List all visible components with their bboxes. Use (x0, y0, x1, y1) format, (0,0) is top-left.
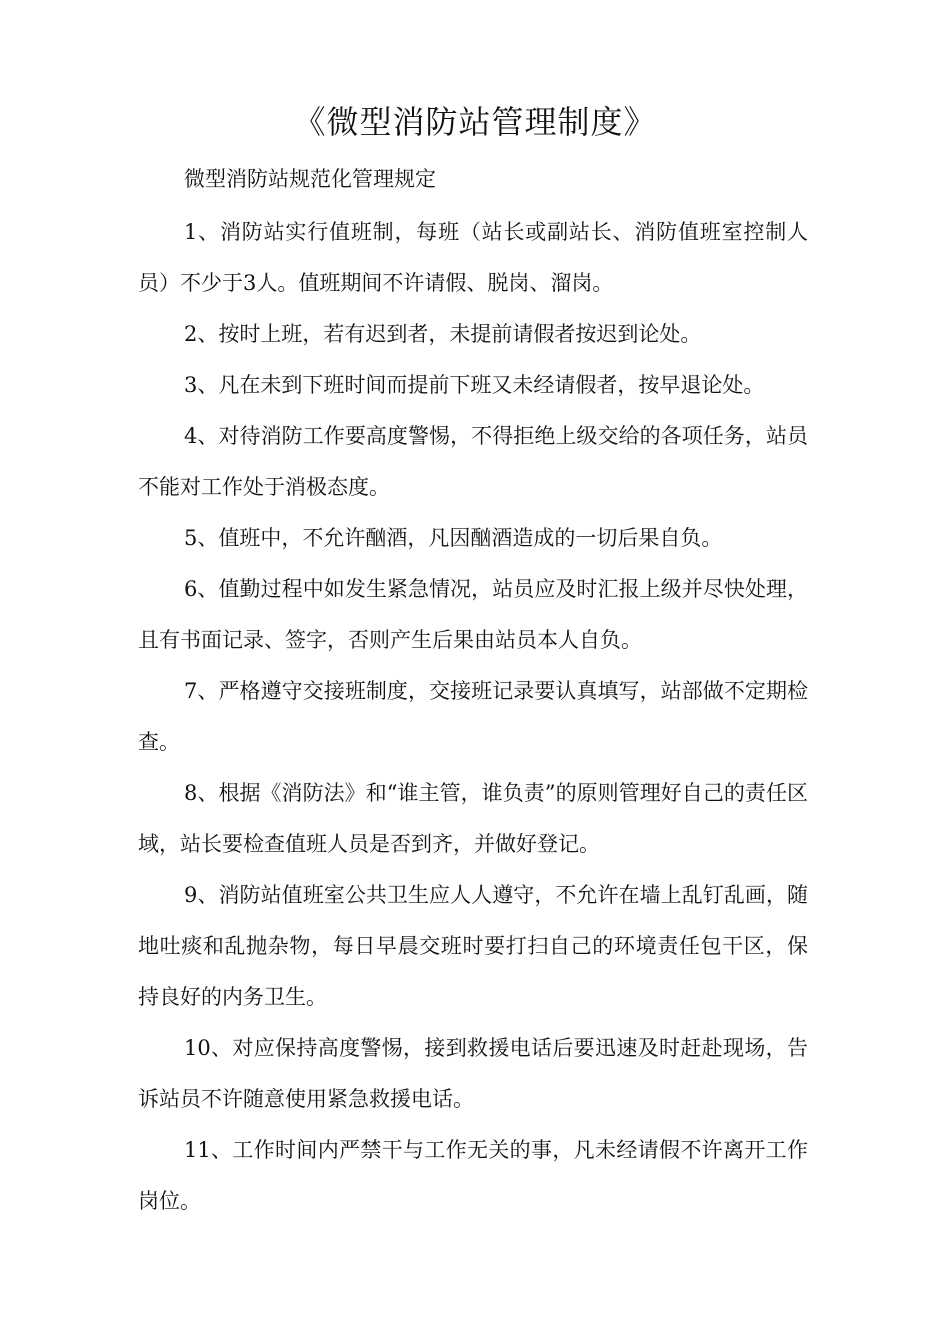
rule-paragraph-5: 5、值班中，不允许酗酒，凡因酗酒造成的一切后果自负。 (184, 526, 723, 550)
rule-paragraph-9: 9、消防站值班室公共卫生应人人遵守，不允许在墙上乱钉乱画，随地吐痰和乱抛杂物，每日早晨交班时要打扫自己的环境责任包干区，保持良好的内务卫生。 (138, 883, 808, 1009)
rule-paragraph-4: 4、对待消防工作要高度警惕，不得拒绝上级交给的各项任务，站员不能对工作处于消极态度。 (138, 424, 808, 499)
rule-paragraph-11: 11、工作时间内严禁干与工作无关的事，凡未经请假不许离开工作岗位。 (138, 1138, 808, 1213)
rule-paragraph-6: 6、值勤过程中如发生紧急情况，站员应及时汇报上级并尽快处理，且有书面记录、签字，否则产生后果由站员本人自负。 (138, 577, 808, 652)
rule-paragraph-3: 3、凡在未到下班时间而提前下班又未经请假者，按早退论处。 (184, 373, 765, 397)
rule-paragraph-10: 10、对应保持高度警惕，接到救援电话后要迅速及时赶赴现场，告诉站员不许随意使用紧急救援电话。 (138, 1036, 808, 1111)
rule-paragraph-2: 2、按时上班，若有迟到者，未提前请假者按迟到论处。 (184, 322, 702, 346)
document-title: 《微型消防站管理制度》 (293, 103, 657, 141)
rule-paragraph-8: 8、根据《消防法》和“谁主管，谁负责”的原则管理好自己的责任区域，站长要检查值班人员是否到齐，并做好登记。 (138, 781, 808, 856)
document-subtitle: 微型消防站规范化管理规定 (184, 167, 436, 191)
rule-paragraph-7: 7、严格遵守交接班制度，交接班记录要认真填写，站部做不定期检查。 (138, 679, 808, 754)
document-body (138, 155, 808, 1227)
rule-paragraph-1: 1、消防站实行值班制，每班（站长或副站长、消防值班室控制人员）不少于3人。值班期间不许请假、脱岗、溜岗。 (138, 220, 808, 295)
